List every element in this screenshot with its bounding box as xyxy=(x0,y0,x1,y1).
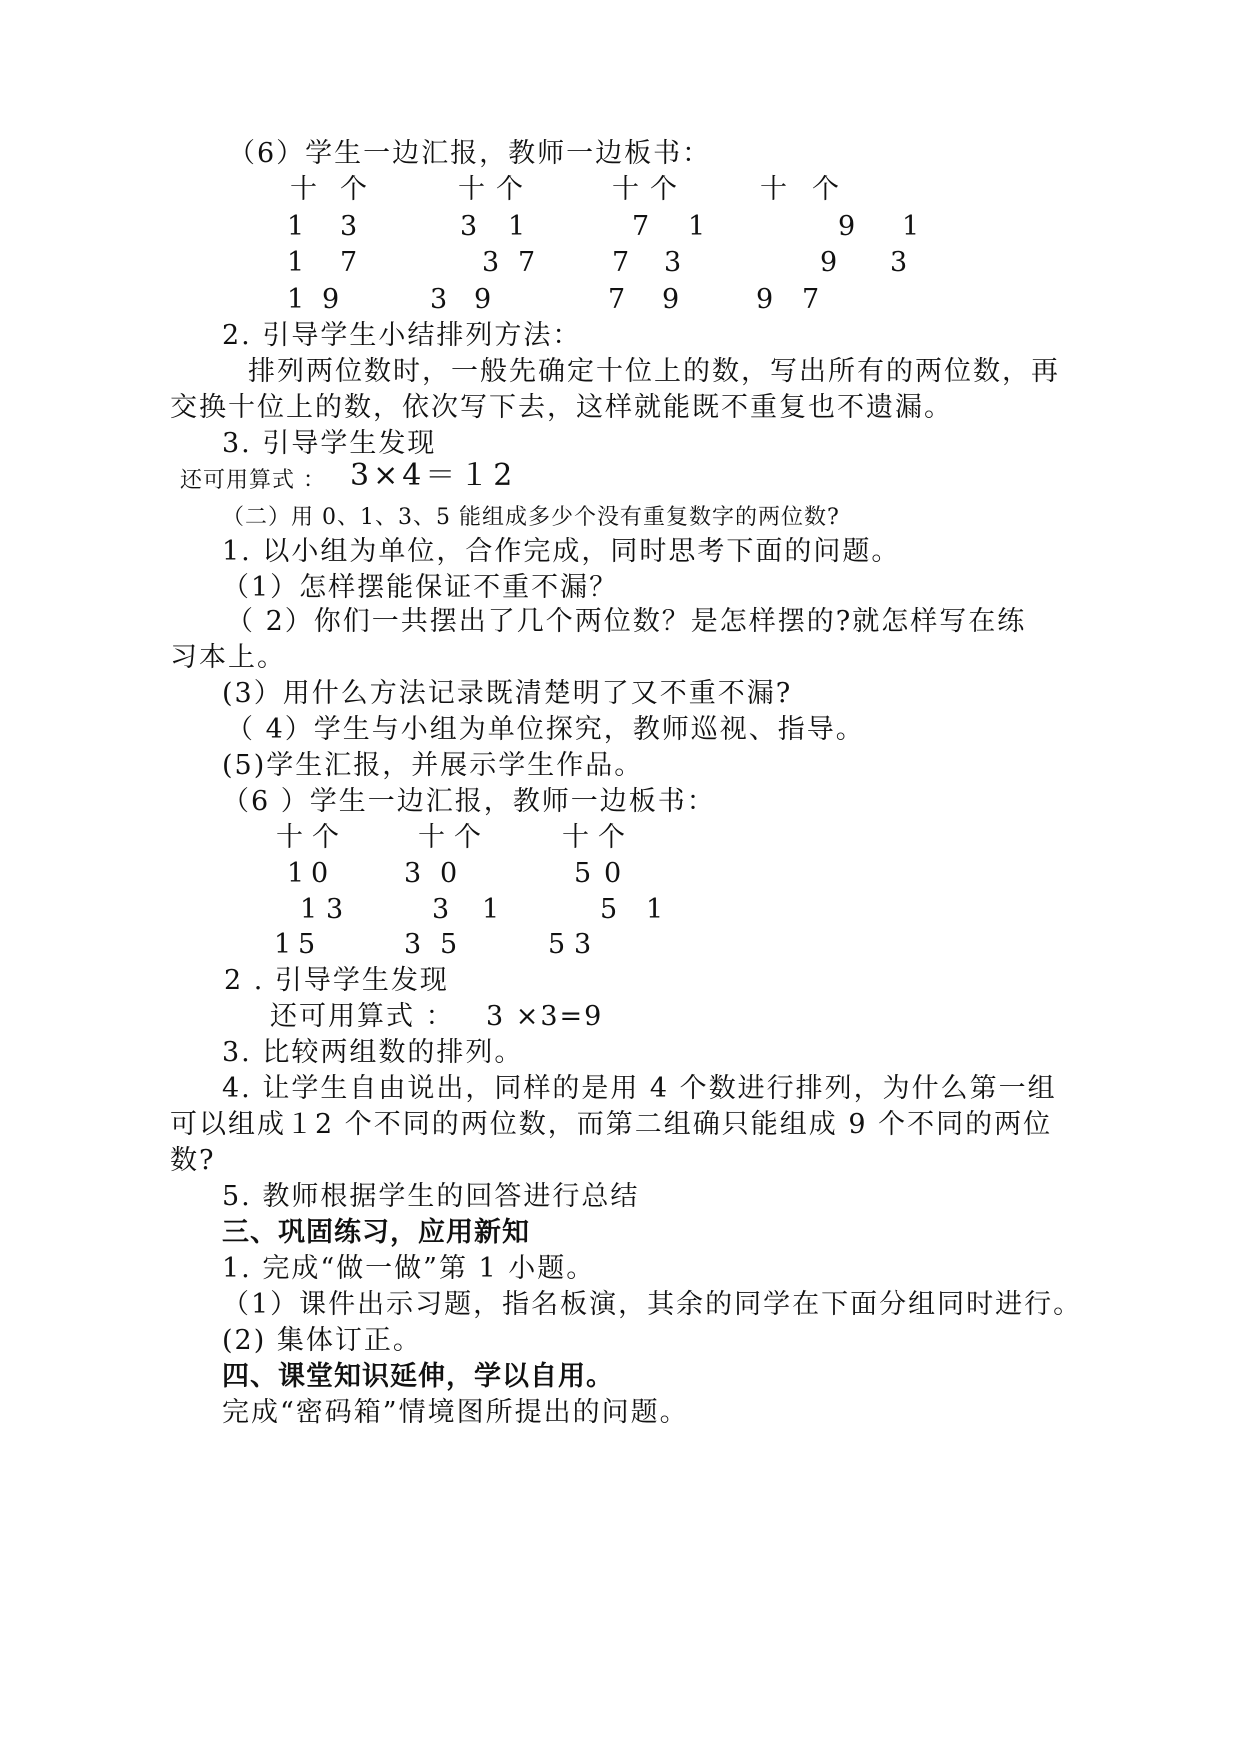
exercise-item-1: 1. 完成“做一做”第 1 小题。 xyxy=(222,1253,596,1284)
header-tens: 十 xyxy=(612,174,639,205)
table-cell: 0 xyxy=(311,858,329,889)
table-cell: 3 xyxy=(432,894,450,925)
header-tens: 十 xyxy=(276,822,303,853)
free-talk-line-2: 可以组成１2 个不同的两位数，而第二组确只能组成 9 个不同的两位 xyxy=(170,1109,1053,1140)
discover-title: 3. 引导学生发现 xyxy=(222,428,437,459)
summary-title: 2. 引导学生小结排列方法： xyxy=(222,320,582,351)
table-cell: 7 xyxy=(802,284,820,315)
table-cell: 1 xyxy=(274,929,292,960)
table-cell: 5 xyxy=(440,929,458,960)
table-cell: 3 xyxy=(460,211,478,242)
discover-title-2: 2 . 引导学生发现 xyxy=(224,965,449,996)
formula-2: 3 ×3=9 xyxy=(486,1001,604,1032)
compare-step: 3. 比较两组数的排列。 xyxy=(222,1037,524,1068)
free-talk-line-1: 4. 让学生自由说出，同样的是用 4 个数进行排列，为什么第一组 xyxy=(222,1073,1057,1104)
table-cell: 5 xyxy=(574,858,592,889)
exercise-item-1a: （1）课件出示习题，指名板演，其余的同学在下面分组同时进行。 xyxy=(222,1289,1083,1320)
header-ones: 个 xyxy=(340,174,367,205)
header-ones: 个 xyxy=(598,822,625,853)
header-ones: 个 xyxy=(312,822,339,853)
header-tens: 十 xyxy=(562,822,589,853)
table-cell: 9 xyxy=(322,284,340,315)
table-cell: 9 xyxy=(662,284,680,315)
table-cell: 1 xyxy=(646,894,664,925)
table-cell: 7 xyxy=(612,247,630,278)
formula-label: 还可用算式 ： xyxy=(180,468,326,493)
header-ones: 个 xyxy=(496,174,523,205)
table-cell: 7 xyxy=(632,211,650,242)
table-cell: 3 xyxy=(340,211,358,242)
formula-label-2: 还可用算式 ： xyxy=(270,1001,455,1032)
table-cell: 9 xyxy=(820,247,838,278)
table-cell: 3 xyxy=(482,247,500,278)
table-cell: 1 xyxy=(902,211,920,242)
step-6-heading: （6）学生一边汇报，教师一边板书： xyxy=(228,138,712,169)
question-1: （1）怎样摆能保证不重不漏？ xyxy=(222,572,619,603)
table-cell: 3 xyxy=(404,858,422,889)
header-tens: 十 xyxy=(760,174,787,205)
question-3: (3）用什么方法记录既清楚明了又不重不漏? xyxy=(222,678,793,709)
table-cell: 1 xyxy=(482,894,500,925)
table-cell: 9 xyxy=(756,284,774,315)
free-talk-line-3: 数? xyxy=(170,1145,216,1176)
table-cell: 0 xyxy=(604,858,622,889)
table-cell: 1 xyxy=(287,247,305,278)
table-cell: 7 xyxy=(518,247,536,278)
section-4-text: 完成“密码箱”情境图所提出的问题。 xyxy=(222,1397,689,1428)
table-cell: 1 xyxy=(287,211,305,242)
section-3-title: 三、巩固练习，应用新知 xyxy=(222,1217,530,1248)
formula: 3×4＝１2 xyxy=(350,458,517,493)
table-cell: 1 xyxy=(287,858,305,889)
header-tens: 十 xyxy=(418,822,445,853)
table-cell: 0 xyxy=(440,858,458,889)
header-ones: 个 xyxy=(650,174,677,205)
table-cell: 3 xyxy=(890,247,908,278)
table-cell: 1 xyxy=(287,284,305,315)
table-cell: 1 xyxy=(508,211,526,242)
header-ones: 个 xyxy=(454,822,481,853)
question-6: （6 ）学生一边汇报，教师一边板书： xyxy=(222,786,716,817)
table-cell: 3 xyxy=(664,247,682,278)
table-cell: 7 xyxy=(608,284,626,315)
table-cell: 3 xyxy=(326,894,344,925)
summary-text-line-1: 排列两位数时，一般先确定十位上的数，写出所有的两位数，再 xyxy=(248,356,1060,387)
question-4: （ 4）学生与小组为单位探究，教师巡视、指导。 xyxy=(226,714,865,745)
table-cell: 5 xyxy=(548,929,566,960)
table-cell: 3 xyxy=(574,929,592,960)
question-5: (5)学生汇报，并展示学生作品。 xyxy=(222,750,644,781)
header-tens: 十 xyxy=(458,174,485,205)
question-2-line-1: （ 2）你们一共摆出了几个两位数？是怎样摆的?就怎样写在练 xyxy=(226,606,1027,637)
group-work-step: 1. 以小组为单位，合作完成，同时思考下面的问题。 xyxy=(222,536,901,567)
table-cell: 3 xyxy=(404,929,422,960)
section-2-question: （二）用 0、1、3、5 能组成多少个没有重复数字的两位数? xyxy=(222,505,840,530)
teacher-summary: 5. 教师根据学生的回答进行总结 xyxy=(222,1181,640,1212)
question-2-line-2: 习本上。 xyxy=(170,642,286,673)
header-tens: 十 xyxy=(290,174,317,205)
section-4-title: 四、课堂知识延伸，学以自用。 xyxy=(222,1361,614,1392)
table-cell: 9 xyxy=(838,211,856,242)
header-ones: 个 xyxy=(812,174,839,205)
table-cell: 3 xyxy=(430,284,448,315)
table-cell: 1 xyxy=(688,211,706,242)
table-cell: 5 xyxy=(298,929,316,960)
table-cell: 7 xyxy=(340,247,358,278)
exercise-item-1b: (2) 集体订正。 xyxy=(222,1325,422,1356)
table-cell: 1 xyxy=(300,894,318,925)
table-cell: 5 xyxy=(600,894,618,925)
table-cell: 9 xyxy=(474,284,492,315)
summary-text-line-2: 交换十位上的数，依次写下去，这样就能既不重复也不遗漏。 xyxy=(170,392,953,423)
